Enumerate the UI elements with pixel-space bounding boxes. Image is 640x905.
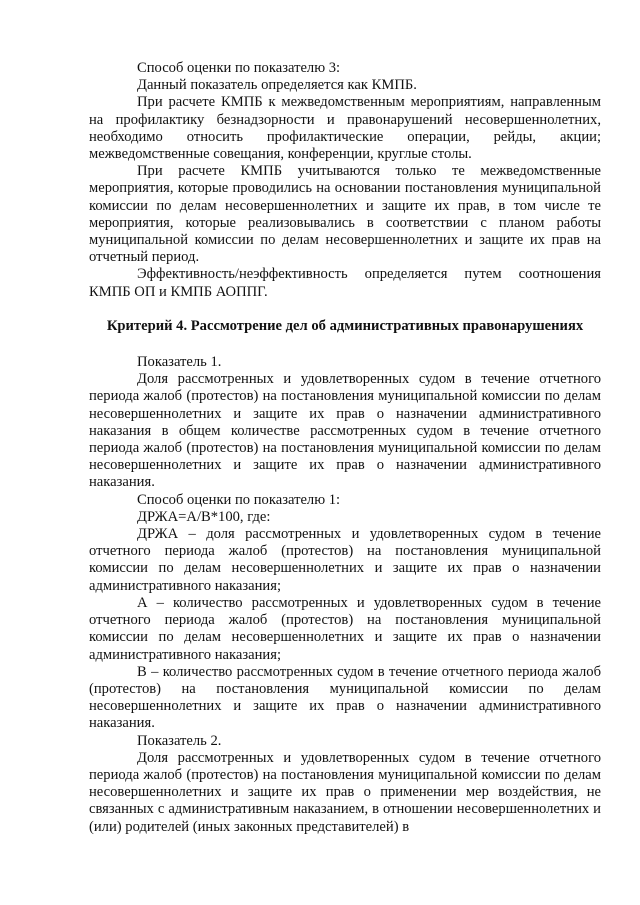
criterion-heading: Критерий 4. Рассмотрение дел об административных правонарушениях [106,317,584,334]
section-bottom [89,354,601,836]
paragraph: Эффективность/неэффективность определяется путем соотношения КМПБ ОП и КМПБ АОППГ. [89,266,601,300]
paragraph: При расчете КМПБ к межведомственным мероприятиям, направленным на профилактику безнадзорности и правонарушений несовершеннолетних, необходимо относить профилактические операции, рейды, акции; межведомственные совещания, конференции, круглые столы. [89,94,601,163]
paragraph: В – количество рассмотренных судом в течение отчетного периода жалоб (протестов) на постановления муниципальной комиссии по делам несовершеннолетних и защите их прав о назначении административного наказания. [89,663,601,732]
paragraph: Данный показатель определяется как КМПБ. [137,77,417,94]
paragraph: Показатель 2. [137,732,222,749]
paragraph: ДРЖА – доля рассмотренных и удовлетворенных судом в течение отчетного периода жалоб (протестов) на постановления муниципальной комиссии по делам несовершеннолетних и защите их прав о назначении административного наказания; [89,526,601,594]
paragraph: Способ оценки по показателю 3: [137,60,341,76]
document-page [89,60,601,836]
paragraph: При расчете КМПБ учитываются только те межведомственные мероприятия, которые проводились на основании постановления муниципальной комиссии по делам несовершеннолетних и защите их прав, в том числе те мероприятия, которые реализовывались в соответствии с планом работы муниципальной комиссии по делам несовершеннолетних и защите их прав на отчетный период. [89,163,601,266]
paragraph: А – количество рассмотренных и удовлетворенных судом в течение отчетного периода жалоб (протестов) на постановления муниципальной комиссии по делам несовершеннолетних и защите их прав о назначении административного наказания; [89,594,601,663]
paragraph: Доля рассмотренных и удовлетворенных судом в течение отчетного периода жалоб (протестов) на постановления муниципальной комиссии по делам несовершеннолетних и защите их прав о назначении административного наказания в общем количестве рассмотренных судом в течение отчетного периода жалоб (протестов) на постановления муниципальной комиссии по делам несовершеннолетних и защите их прав о назначении административного наказания. [89,371,601,491]
section-top [89,60,601,301]
paragraph: Доля рассмотренных и удовлетворенных судом в течение отчетного периода жалоб (протестов) на постановления муниципальной комиссии по делам несовершеннолетних и защите их прав о применении мер воздействия, не связанных с административным наказанием, в отношении несовершеннолетних и (или) родителей (иных законных представителей) в [89,749,601,835]
paragraph: ДРЖА=А/В*100, где: [137,508,271,525]
paragraph: Способ оценки по показателю 1: [137,491,341,508]
paragraph: Показатель 1. [137,354,222,371]
